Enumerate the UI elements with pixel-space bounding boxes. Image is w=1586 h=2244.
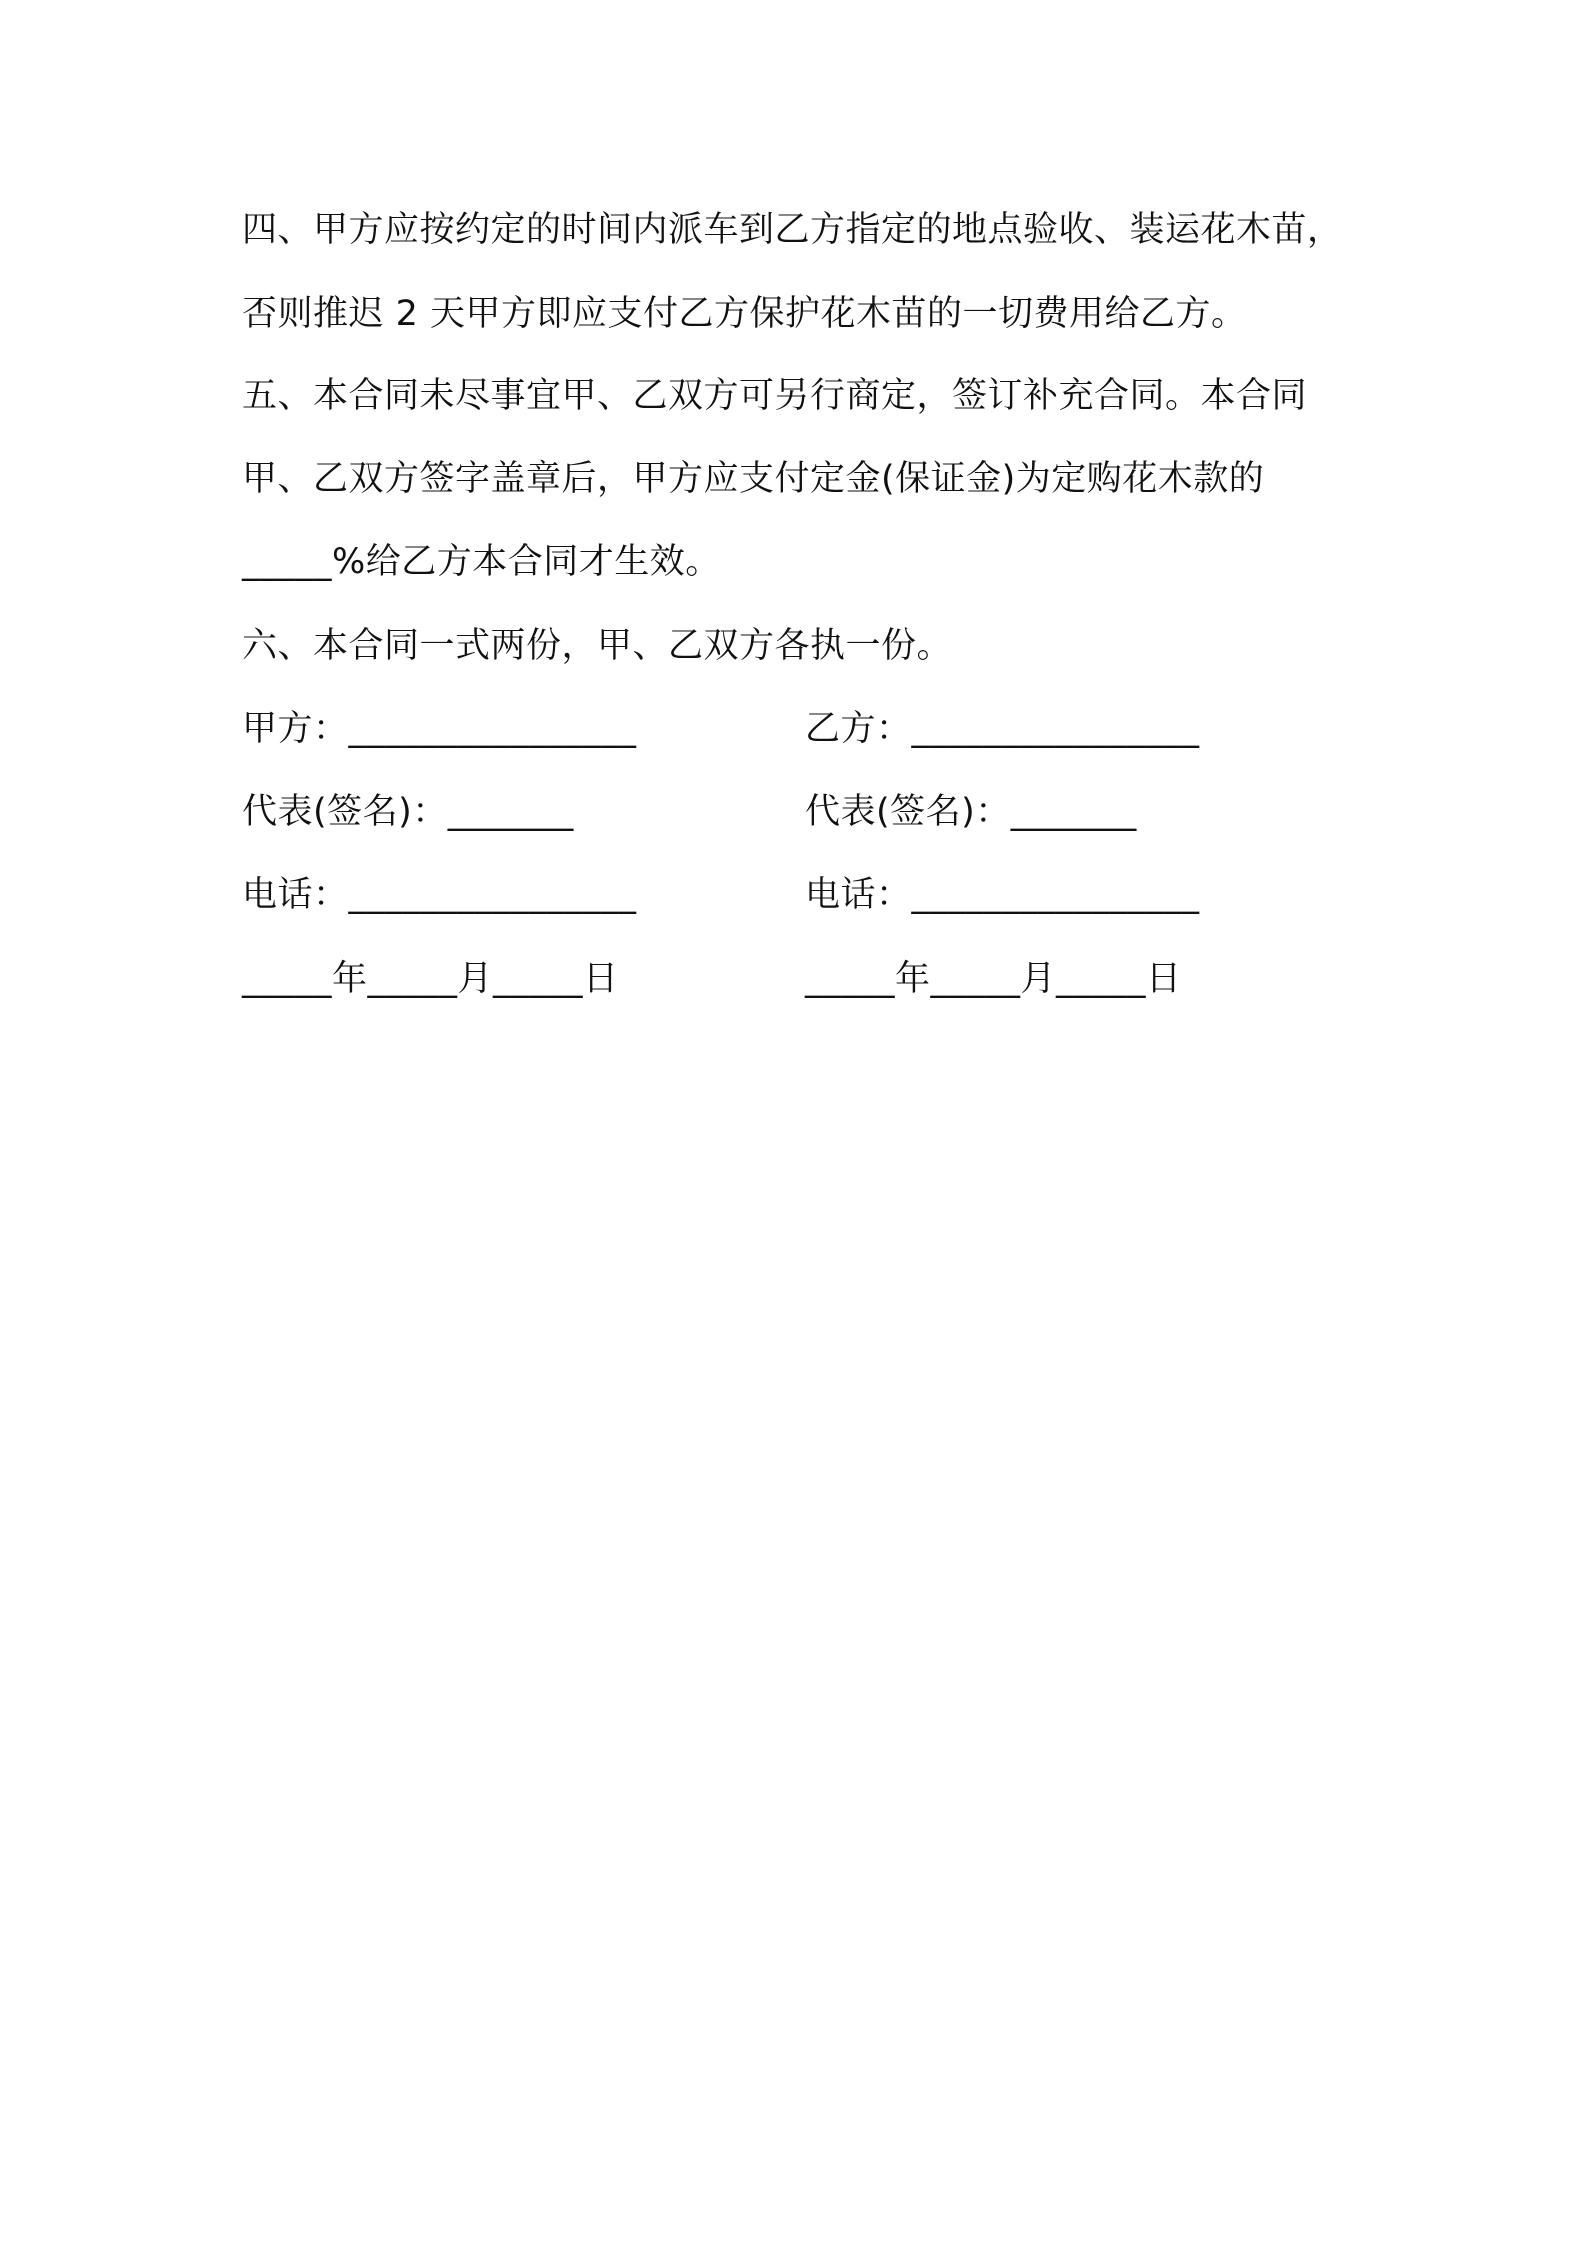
clause-6-line-1: 六、本合同一式两份，甲、乙双方各执一份。 <box>242 626 953 666</box>
clause-4-line-1: 四、甲方应按约定的时间内派车到乙方指定的地点验收、装运花木苗， <box>242 210 1343 250</box>
clause-5-line-1: 五、本合同未尽事宜甲、乙双方可另行商定，签订补充合同。本合同 <box>242 376 1308 416</box>
party-a-representative-field: 代表(签名)：_______ <box>242 792 574 832</box>
clause-4-line-2: 否则推迟 2 天甲方即应支付乙方保护花木苗的一切费用给乙方。 <box>242 294 1247 334</box>
party-b-representative-field: 代表(签名)：_______ <box>805 792 1137 832</box>
party-b-date-field: _____年_____月_____日 <box>805 959 1182 999</box>
party-a-name-field: 甲方：________________ <box>242 709 637 749</box>
clause-5-line-2: 甲、乙双方签字盖章后，甲方应支付定金(保证金)为定购花木款的 <box>242 459 1265 499</box>
party-b-phone-field: 电话：________________ <box>805 875 1200 915</box>
party-b-name-field: 乙方：________________ <box>805 709 1200 749</box>
party-a-phone-field: 电话：________________ <box>242 875 637 915</box>
party-a-date-field: _____年_____月_____日 <box>242 959 619 999</box>
clause-5-line-3: _____%给乙方本合同才生效。 <box>242 542 721 582</box>
